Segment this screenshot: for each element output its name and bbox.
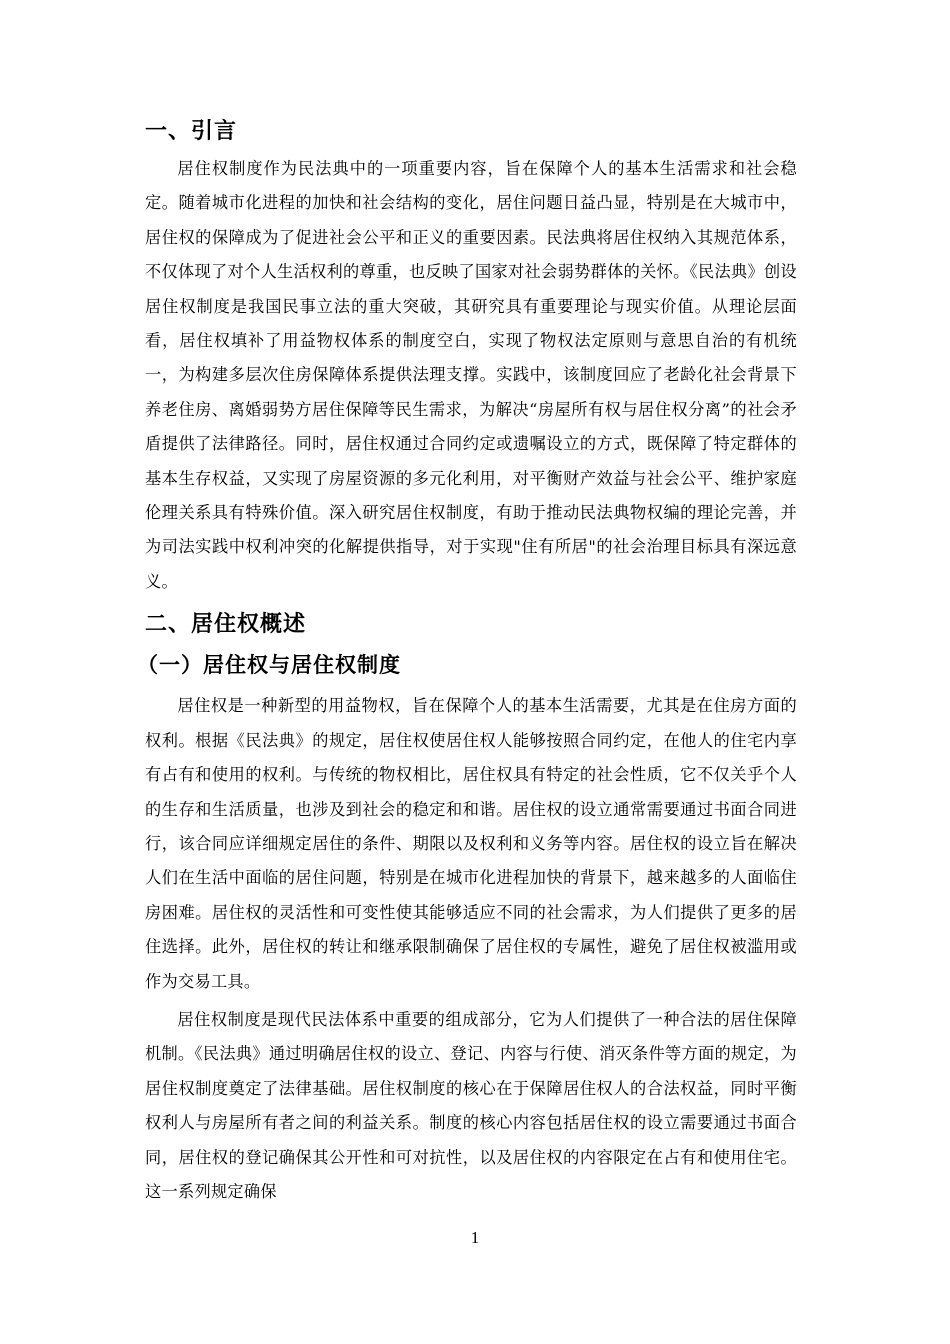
subsection-heading: （一）居住权与居住权制度: [137, 653, 401, 678]
page-number: 1: [470, 1228, 480, 1247]
intro-heading: 一、引言: [145, 119, 238, 144]
body-paragraph: 居住权是一种新型的用益物权，旨在保障个人的基本生活需要，尤其是在住房方面的权利。根据《民法典》的规定，居住权使居住权人能够按照合同约定，在他人的住宅内享有占有和使用的权利。与传统的物权相比，居住权具有特定的社会性质，它不仅关乎个人的生存和生活质量，也涉及到社会的稳定和和谐。居住权的设立通常需要通过书面合同进行，该合同应详细规定居住的条件、期限以及权利和义务等内容。居住权的设立旨在解决人们在生活中面临的居住问题，特别是在城市化进程加快的背景下，越来越多的人面临住房困难。居住权的灵活性和可变性使其能够适应不同的社会需求，为人们提供了更多的居住选择。此外，居住权的转让和继承限制确保了居住权的专属性，避免了居住权被滥用或作为交易工具。: [145, 696, 797, 991]
intro-paragraph: 居住权制度作为民法典中的一项重要内容，旨在保障个人的基本生活需求和社会稳定。随着城市化进程的加快和社会结构的变化，居住问题日益凸显，特别是在大城市中，居住权的保障成为了促进社会公平和正义的重要因素。民法典将居住权纳入其规范体系，不仅体现了对个人生活权利的尊重，也反映了国家对社会弱势群体的关怀。《民法典》创设居住权制度是我国民事立法的重大突破，其研究具有重要理论与现实价值。从理论层面看，居住权填补了用益物权体系的制度空白，实现了物权法定原则与意思自治的有机统一，为构建多层次住房保障体系提供法理支撑。实践中，该制度回应了老龄化社会背景下养老住房、离婚弱势方居住保障等民生需求，为解决“房屋所有权与居住权分离”的社会矛盾提供了法律路径。同时，居住权通过合同约定或遗嘱设立的方式，既保障了特定群体的基本生存权益，又实现了房屋资源的多元化利用，对平衡财产效益与社会公平、维护家庭伦理关系具有特殊价值。深入研究居住权制度，有助于推动民法典物权编的理论完善，并为司法实践中权利冲突的化解提供指导，对于实现"住有所居"的社会治理目标具有深远意义。: [145, 159, 797, 591]
page-body: [137, 112, 797, 1209]
body-paragraph: 居住权制度是现代民法体系中重要的组成部分，它为人们提供了一种合法的居住保障机制。《民法典》通过明确居住权的设立、登记、内容与行使、消灭条件等方面的规定，为居住权制度奠定了法律基础。居住权制度的核心在于保障居住权人的合法权益，同时平衡权利人与房屋所有者之间的利益关系。制度的核心内容包括居住权的设立需要通过书面合同，居住权的登记确保其公开性和可对抗性，以及居住权的内容限定在占有和使用住宅。这一系列规定确保: [145, 1009, 797, 1201]
overview-heading: 二、居住权概述: [145, 612, 307, 638]
